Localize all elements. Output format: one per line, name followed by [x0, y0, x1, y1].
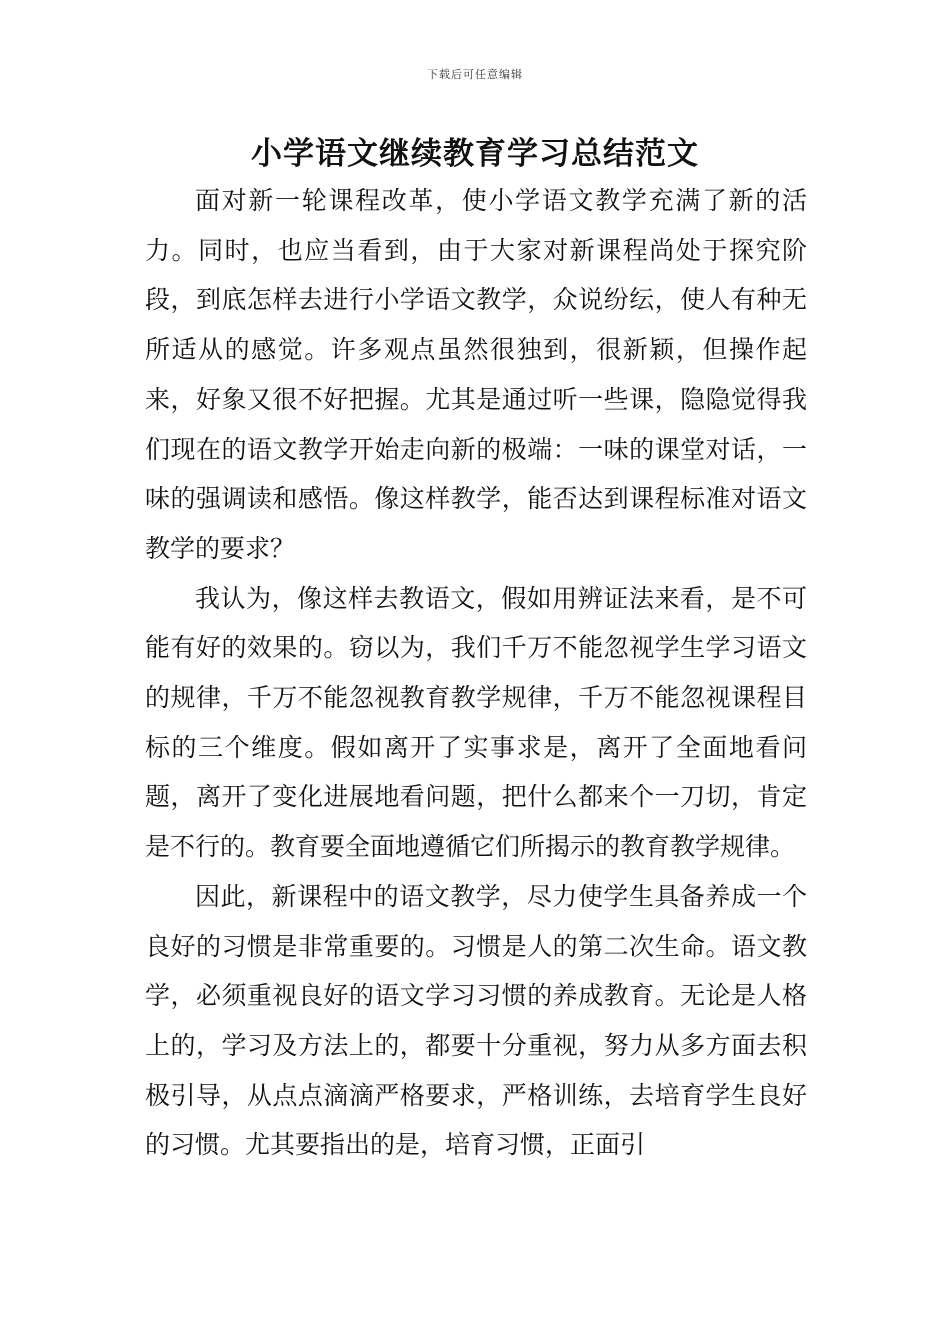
paragraph-3: 因此，新课程中的语文教学，尽力使学生具备养成一个良好的习惯是非常重要的。习惯是人的第二次生命。语文教学，必须重视良好的语文学习习惯的养成教育。无论是人格上的，学习及方法上的，都要十分重视，努力从多方面去积极引导，从点点滴滴严格要求，严格训练，去培育学生良好的习惯。尤其要指出的是，培育习惯，正面引: [145, 881, 807, 1160]
paragraph-2: 我认为，像这样去教语文，假如用辨证法来看，是不可能有好的效果的。窃以为，我们千万不能忽视学生学习语文的规律，千万不能忽视教育教学规律，千万不能忽视课程目标的三个维度。假如离开了实事求是，离开了全面地看问题，离开了变化进展地看问题，把什么都来个一刀切，肯定是不行的。教育要全面地遵循它们所揭示的教育教学规律。: [145, 583, 807, 862]
paragraph-1: 面对新一轮课程改革，使小学语文教学充满了新的活力。同时，也应当看到，由于大家对新课程尚处于探究阶段，到底怎样去进行小学语文教学，众说纷纭，使人有种无所适从的感觉。许多观点虽然很独到，很新颖，但操作起来，好象又很不好把握。尤其是通过听一些课，隐隐觉得我们现在的语文教学开始走向新的极端：一味的课堂对话，一味的强调读和感悟。像这样教学，能否达到课程标准对语文教学的要求？: [145, 186, 807, 563]
header-note: 下载后可任意编辑: [427, 68, 523, 81]
document-body: [145, 176, 807, 1170]
document-title: 小学语文继续教育学习总结范文: [251, 136, 699, 172]
